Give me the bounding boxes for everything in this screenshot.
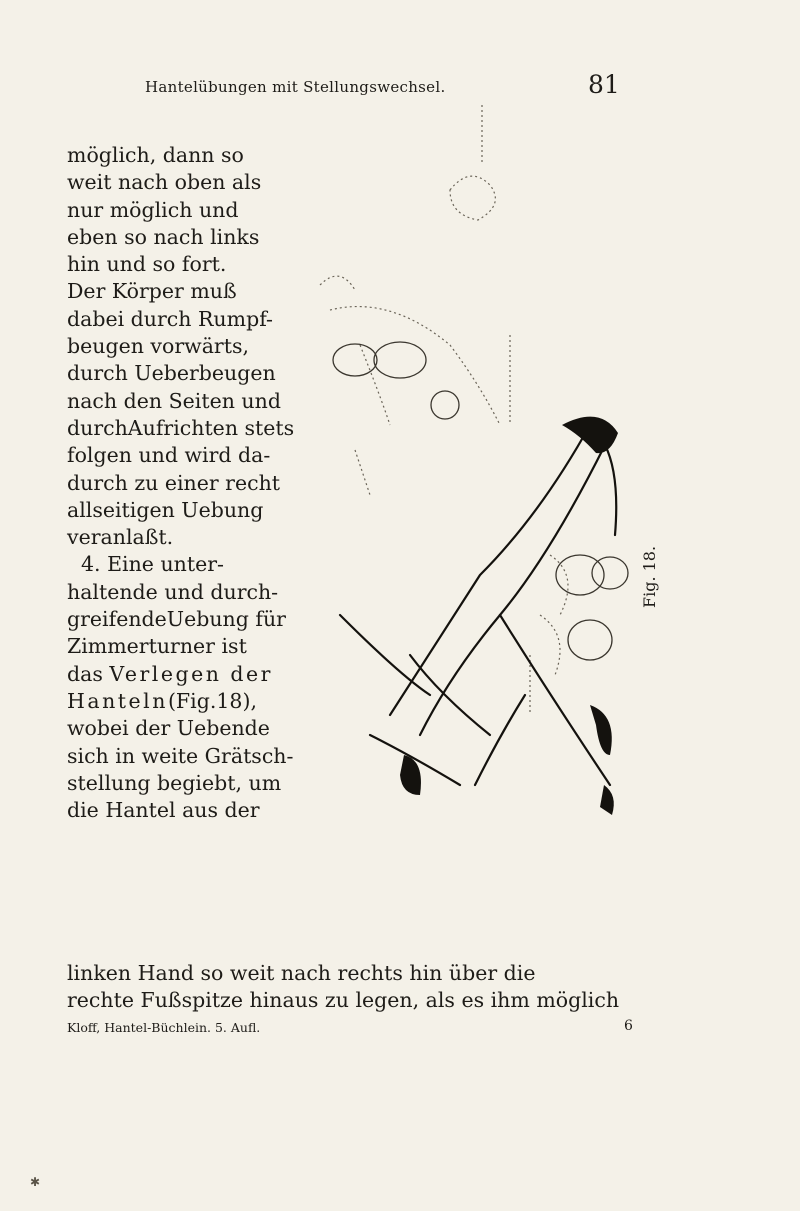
text-line: linken Hand so weit nach rechts hin über die [67, 961, 536, 985]
text-line: durch Ueberbeugen [67, 361, 276, 386]
text-column [67, 142, 327, 824]
text-line: veranlaßt. [67, 525, 174, 550]
text-line [67, 661, 327, 688]
text-line: wobei der Uebende [67, 716, 270, 741]
full-width-text [67, 960, 667, 1015]
text-fragment: das [67, 661, 103, 686]
text-line: haltende und durch- [67, 579, 279, 604]
printer-signature: Kloff, Hantel-Büchlein. 5. Aufl. [67, 1020, 261, 1035]
text-line: beugen vorwärts, [67, 334, 249, 359]
text-line: folgen und wird da- [67, 443, 271, 468]
text-line: nur möglich und [67, 197, 239, 222]
text-line: durchAufrichten stets [67, 415, 295, 440]
text-line: möglich, dann so [67, 143, 244, 167]
text-line [67, 688, 327, 715]
text-line: stellung begiebt, um [67, 770, 282, 795]
text-line: Der Körper muß [67, 279, 237, 304]
spaced-term: Verlegen der [109, 661, 273, 686]
spaced-term: Hanteln [67, 688, 168, 713]
text-line: dabei durch Rumpf- [67, 306, 273, 331]
text-line: Zimmerturner ist [67, 634, 247, 659]
text-line: rechte Fußspitze hinaus zu legen, als es ihm möglich [67, 988, 620, 1013]
text-line: hin und so fort. [67, 252, 227, 277]
figure-ref: (Fig.18), [167, 688, 257, 713]
page-number: 81 [588, 70, 620, 99]
text-line: die Hantel aus der [67, 798, 260, 823]
text-line: weit nach oben als [67, 170, 262, 195]
stick-figure-gymnast-icon [300, 95, 640, 815]
text-line: durch zu einer recht [67, 470, 281, 495]
text-line: allseitigen Uebung [67, 497, 264, 522]
text-line: greifendeUebung für [67, 607, 286, 632]
text-line: nach den Seiten und [67, 388, 281, 413]
figure-label: Fig. 18. [640, 545, 659, 608]
sheet-number: 6 [624, 1018, 633, 1034]
text-line: sich in weite Grätsch- [67, 743, 294, 768]
text-line: eben so nach links [67, 224, 260, 249]
margin-mark: ✱ [30, 1175, 41, 1189]
text-line: 4. Eine unter- [81, 552, 224, 577]
running-title: Hantelübungen mit Stellungswechsel. [145, 78, 446, 96]
